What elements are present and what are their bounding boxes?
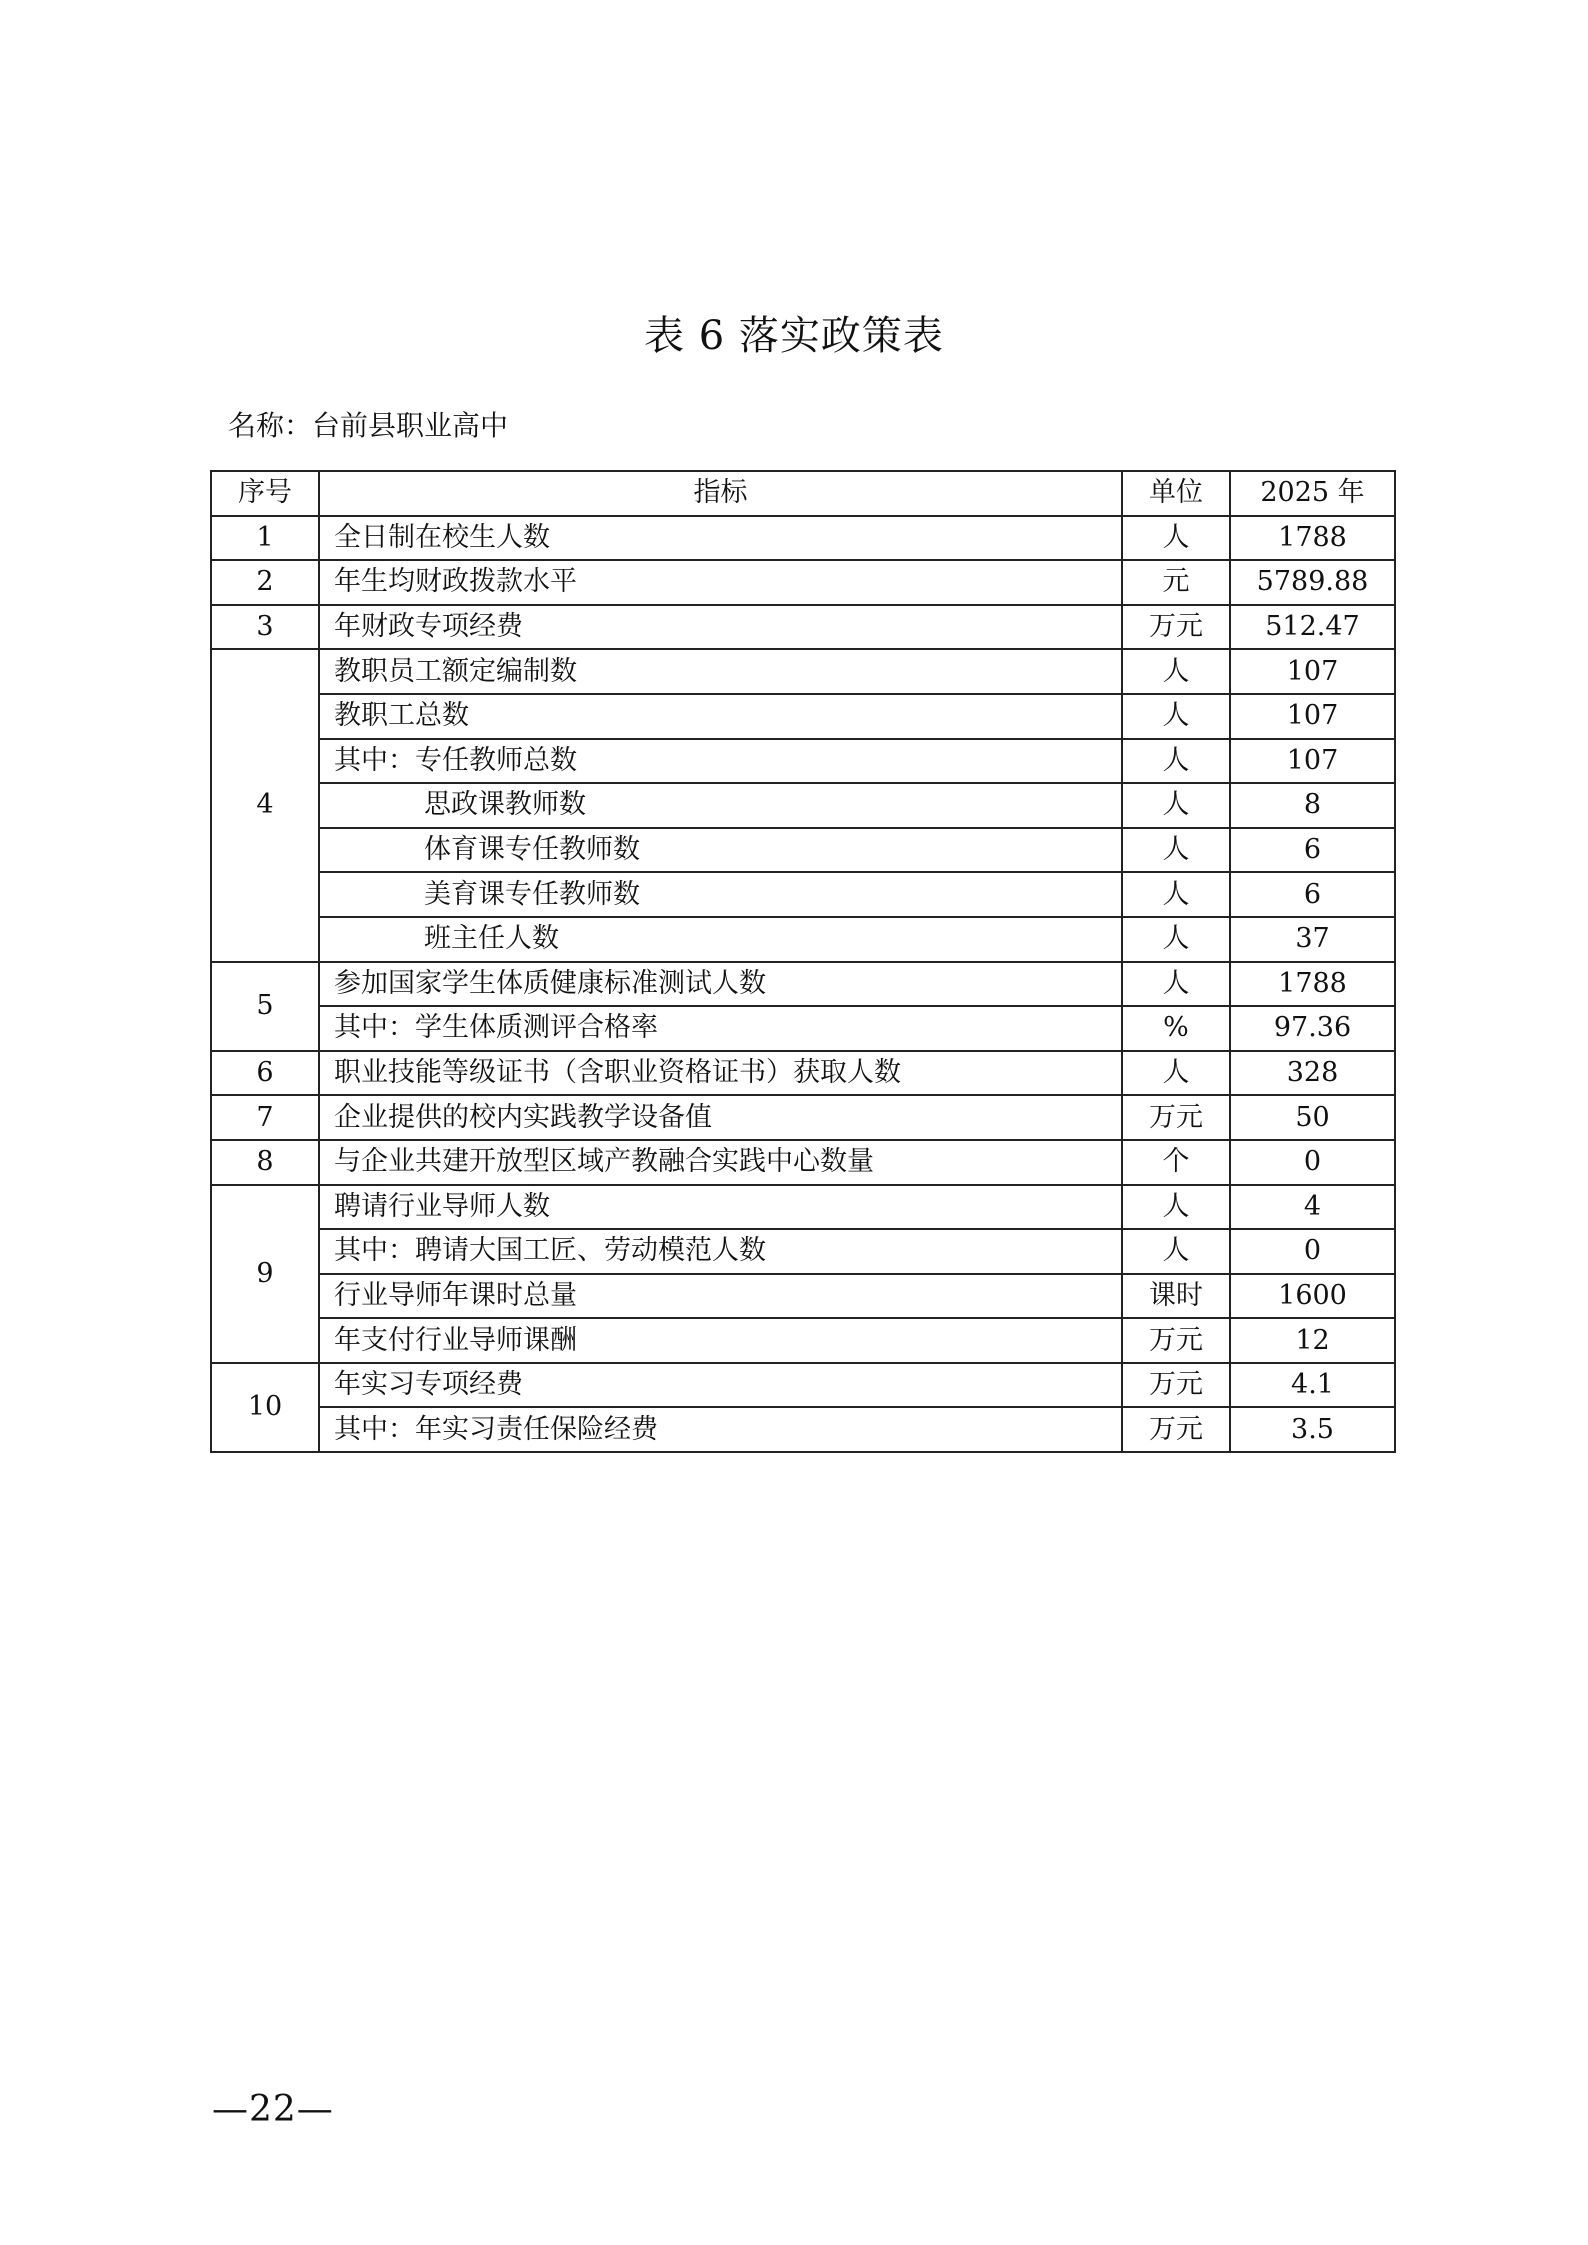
cell-indicator: 其中：专任教师总数 [319,739,1122,784]
table-row [211,828,1395,873]
table-row [211,649,1395,694]
page-number: —22— [212,2089,334,2130]
cell-serial-no: 4 [211,649,319,961]
cell-value-2025: 0 [1230,1140,1395,1185]
table-row [211,739,1395,784]
cell-indicator: 教职工总数 [319,694,1122,739]
cell-unit: 人 [1122,962,1230,1007]
cell-indicator: 其中：学生体质测评合格率 [319,1006,1122,1051]
table-row [211,783,1395,828]
cell-serial-no: 7 [211,1095,319,1140]
cell-unit: 万元 [1122,1407,1230,1452]
table-row [211,917,1395,962]
cell-value-2025: 107 [1230,739,1395,784]
cell-value-2025: 1788 [1230,516,1395,561]
cell-unit: 人 [1122,1051,1230,1096]
cell-indicator: 参加国家学生体质健康标准测试人数 [319,962,1122,1007]
cell-unit: 人 [1122,828,1230,873]
cell-value-2025: 97.36 [1230,1006,1395,1051]
cell-unit: 万元 [1122,1363,1230,1408]
cell-value-2025: 6 [1230,828,1395,873]
cell-unit: 人 [1122,739,1230,784]
table-row [211,1095,1395,1140]
cell-unit: 万元 [1122,605,1230,650]
cell-unit: 元 [1122,560,1230,605]
table-body [211,516,1395,1452]
cell-unit: 万元 [1122,1095,1230,1140]
cell-indicator: 年实习专项经费 [319,1363,1122,1408]
cell-value-2025: 328 [1230,1051,1395,1096]
cell-indicator: 美育课专任教师数 [319,872,1122,917]
cell-value-2025: 4.1 [1230,1363,1395,1408]
table-header-row [211,471,1395,516]
cell-unit: 人 [1122,783,1230,828]
table-row [211,1407,1395,1452]
header-indicator: 指标 [319,471,1122,516]
cell-value-2025: 3.5 [1230,1407,1395,1452]
table-row [211,1363,1395,1408]
cell-serial-no: 5 [211,962,319,1051]
header-year: 2025 年 [1230,471,1395,516]
table-row [211,962,1395,1007]
cell-unit: 人 [1122,917,1230,962]
cell-value-2025: 107 [1230,649,1395,694]
cell-indicator: 思政课教师数 [319,783,1122,828]
cell-value-2025: 107 [1230,694,1395,739]
cell-unit: 人 [1122,1185,1230,1230]
cell-indicator: 教职员工额定编制数 [319,649,1122,694]
page-title: 表 6 落实政策表 [644,313,944,359]
cell-indicator: 年财政专项经费 [319,605,1122,650]
cell-unit: 万元 [1122,1318,1230,1363]
cell-unit: % [1122,1006,1230,1051]
cell-value-2025: 5789.88 [1230,560,1395,605]
cell-value-2025: 50 [1230,1095,1395,1140]
cell-unit: 人 [1122,1229,1230,1274]
cell-indicator: 体育课专任教师数 [319,828,1122,873]
cell-value-2025: 12 [1230,1318,1395,1363]
cell-serial-no: 2 [211,560,319,605]
cell-value-2025: 8 [1230,783,1395,828]
cell-value-2025: 4 [1230,1185,1395,1230]
cell-serial-no: 10 [211,1363,319,1452]
cell-indicator: 年生均财政拨款水平 [319,560,1122,605]
cell-indicator: 与企业共建开放型区域产教融合实践中心数量 [319,1140,1122,1185]
organization-name: 名称：台前县职业高中 [228,409,509,442]
cell-unit: 人 [1122,649,1230,694]
cell-value-2025: 6 [1230,872,1395,917]
cell-unit: 人 [1122,694,1230,739]
cell-indicator: 行业导师年课时总量 [319,1274,1122,1319]
table-row [211,1140,1395,1185]
cell-serial-no: 8 [211,1140,319,1185]
cell-value-2025: 1600 [1230,1274,1395,1319]
cell-unit: 课时 [1122,1274,1230,1319]
cell-unit: 人 [1122,516,1230,561]
cell-value-2025: 1788 [1230,962,1395,1007]
table-row [211,516,1395,561]
cell-unit: 人 [1122,872,1230,917]
cell-serial-no: 9 [211,1185,319,1363]
table-row [211,1006,1395,1051]
cell-indicator: 其中：聘请大国工匠、劳动模范人数 [319,1229,1122,1274]
cell-indicator: 其中：年实习责任保险经费 [319,1407,1122,1452]
cell-unit: 个 [1122,1140,1230,1185]
cell-indicator: 班主任人数 [319,917,1122,962]
cell-serial-no: 1 [211,516,319,561]
cell-value-2025: 0 [1230,1229,1395,1274]
cell-serial-no: 6 [211,1051,319,1096]
cell-indicator: 年支付行业导师课酬 [319,1318,1122,1363]
table-row [211,1185,1395,1230]
table-row [211,1051,1395,1096]
table-row [211,872,1395,917]
table-row [211,694,1395,739]
cell-indicator: 全日制在校生人数 [319,516,1122,561]
policy-table [210,470,1396,1453]
cell-value-2025: 37 [1230,917,1395,962]
cell-serial-no: 3 [211,605,319,650]
table-row [211,1318,1395,1363]
table-row [211,1274,1395,1319]
header-no: 序号 [211,471,319,516]
cell-value-2025: 512.47 [1230,605,1395,650]
table-row [211,560,1395,605]
cell-indicator: 聘请行业导师人数 [319,1185,1122,1230]
cell-indicator: 职业技能等级证书（含职业资格证书）获取人数 [319,1051,1122,1096]
cell-indicator: 企业提供的校内实践教学设备值 [319,1095,1122,1140]
table-row [211,1229,1395,1274]
table-row [211,605,1395,650]
header-unit: 单位 [1122,471,1230,516]
